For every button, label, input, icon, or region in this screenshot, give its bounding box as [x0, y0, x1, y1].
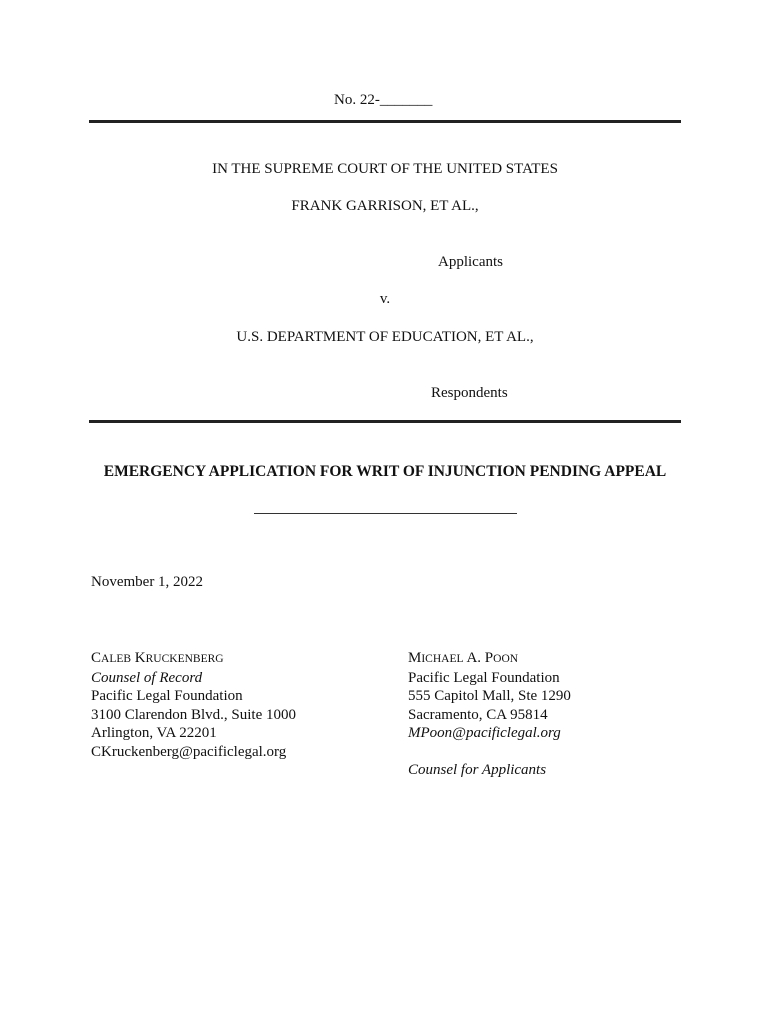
respondents-name: U.S. DEPARTMENT OF EDUCATION, ET AL., — [236, 329, 534, 345]
counsel-left-address-line1: 3100 Clarendon Blvd., Suite 1000 — [91, 706, 296, 723]
counsel-left-role: Counsel of Record — [91, 669, 203, 686]
applicants-role: Applicants — [438, 254, 503, 270]
counsel-right-email: MPoon@pacificlegal.org — [408, 725, 561, 741]
top-divider — [89, 120, 681, 123]
counsel-right-name: MICHAEL A. POON — [408, 650, 519, 666]
counsel-right-org: Pacific Legal Foundation — [408, 669, 560, 686]
counsel-left-org: Pacific Legal Foundation — [91, 688, 243, 704]
filing-date: November 1, 2022 — [91, 574, 204, 590]
counsel-right-block — [408, 649, 571, 780]
counsel-left-block — [91, 649, 296, 761]
counsel-left-address-line2: Arlington, VA 22201 — [91, 725, 217, 741]
counsel-right-address-line2: Sacramento, CA 95814 — [408, 706, 548, 723]
docket-number: No. 22-_______ — [334, 92, 433, 108]
counsel-left-email: CKruckenberg@pacificlegal.org — [91, 743, 287, 760]
counsel-right-spacer — [408, 743, 571, 762]
court-name: IN THE SUPREME COURT OF THE UNITED STATES — [212, 161, 558, 177]
versus-label: v. — [379, 291, 391, 307]
counsel-left-name: CALEB KRUCKENBERG — [91, 650, 224, 666]
middle-divider — [89, 420, 681, 423]
counsel-right-address-line1: 555 Capitol Mall, Ste 1290 — [408, 688, 571, 704]
respondents-role: Respondents — [431, 385, 508, 401]
applicants-name: FRANK GARRISON, ET AL., — [291, 198, 479, 214]
counsel-right-role: Counsel for Applicants — [408, 762, 547, 778]
document-title: EMERGENCY APPLICATION FOR WRIT OF INJUNCTION PENDING APPEAL — [103, 463, 667, 480]
title-underline — [254, 513, 517, 514]
